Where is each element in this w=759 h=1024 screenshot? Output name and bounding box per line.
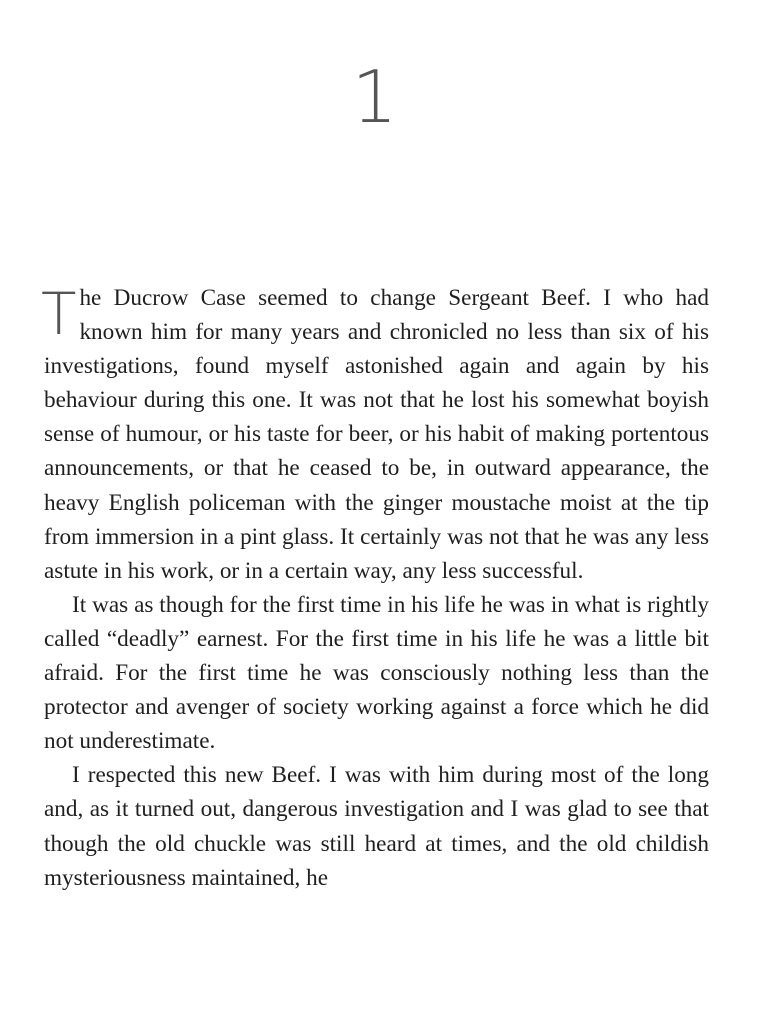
- paragraph-1: [41, 280, 709, 588]
- paragraph-1-text: he Ducrow Case seemed to change Sergeant Beef. I who had known him for many years and chronicled no less than six of his investigations, found myself astonished again and again by his behaviour during this one. It was not that he lost his somewhat boyish sense of humour, or his taste for beer, or his habit of making portentous announcements, or that he ceased to be, in outward appearance, the heavy English policeman with the ginger moustache moist at the tip from immersion in a pint glass. It certainly was not that he was any less astute in his work, or in a certain way, any less successful.: [44, 285, 709, 584]
- paragraph-3: I respected this new Beef. I was with him during most of the long and, as it turned out, dangerous investigation and I was glad to see that though the old chuckle was still heard at times, and the old childish mysteriousness maintained, he: [44, 762, 709, 891]
- paragraph-2: It was as though for the first time in his life he was in what is rightly called “deadly” earnest. For the first time in his life he was a little bit afraid. For the first time he was consciously nothing less than the protector and avenger of society working against a force which he did not underestimate.: [44, 591, 709, 755]
- chapter-number: 1: [351, 55, 398, 139]
- drop-cap: T: [41, 280, 77, 348]
- chapter-body: [41, 280, 709, 895]
